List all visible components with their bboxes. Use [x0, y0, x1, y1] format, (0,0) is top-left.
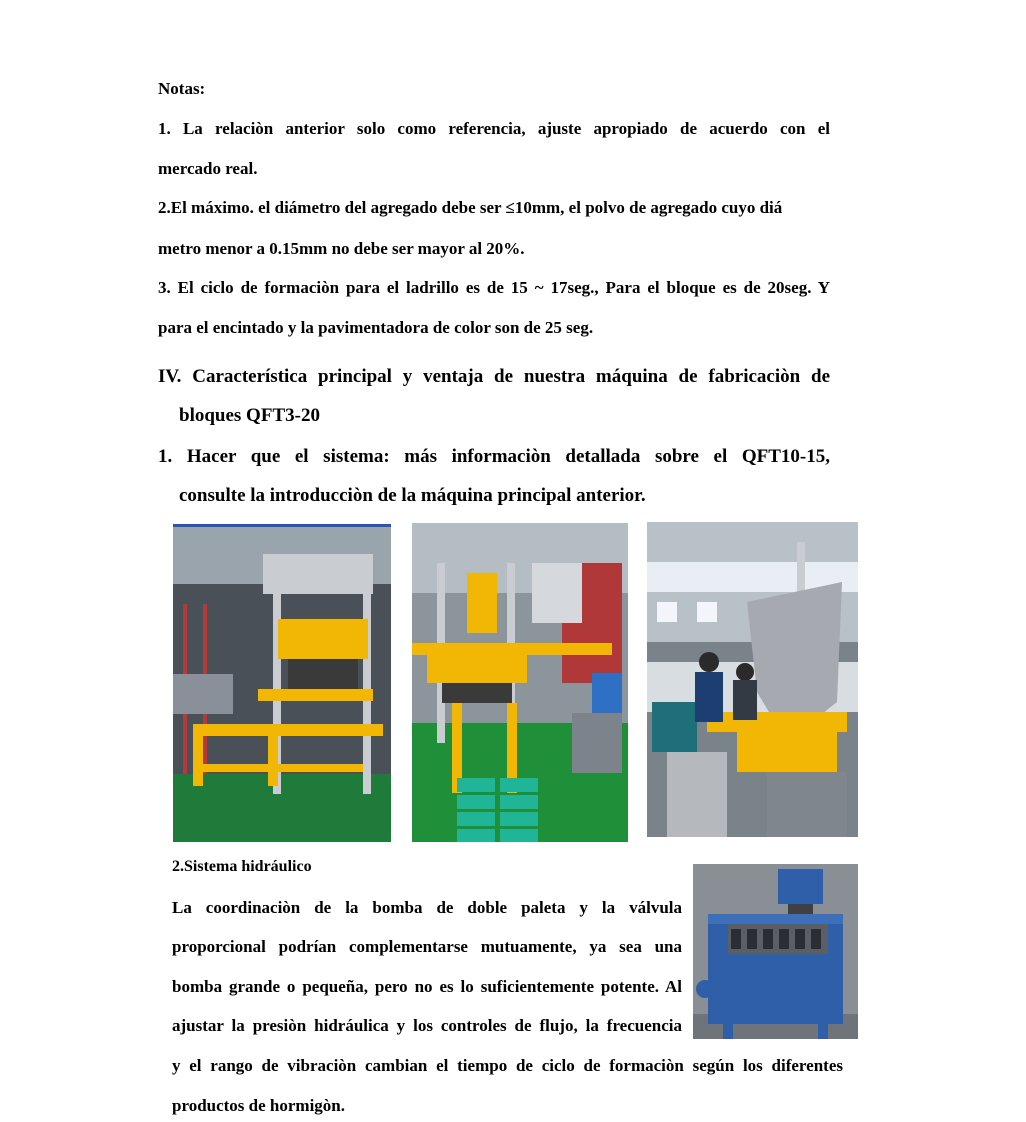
hydraulic-line-2: proporcional podrían complementarse mutuamente, ya sea una	[172, 937, 682, 956]
hydraulic-unit-photo	[693, 864, 858, 1039]
item-1-line-1: 1. Hacer que el sistema: más informaciòn detallada sobre el QFT10-15,	[158, 446, 830, 467]
note-2-line-2: metro menor a 0.15mm no debe ser mayor al 20%.	[158, 239, 525, 258]
item-1-line-2: consulte la introducciòn de la máquina principal anterior.	[179, 485, 646, 506]
note-3-line-1: 3. El ciclo de formaciòn para el ladrillo es de 15 ~ 17seg., Para el bloque es de 20seg. Y	[158, 278, 830, 297]
notes-title: Notas:	[158, 79, 206, 98]
machine-photo-blocks	[412, 523, 628, 842]
hydraulic-line-5: y el rango de vibraciòn cambian el tiempo de ciclo de formaciòn según los diferentes	[172, 1056, 843, 1075]
hydraulic-line-3: bomba grande o pequeña, pero no es lo suficientemente potente. Al	[172, 977, 682, 996]
machine-photo-front	[173, 524, 391, 842]
hydraulic-line-1: La coordinaciòn de la bomba de doble paleta y la válvula	[172, 898, 682, 917]
note-3-line-2: para el encintado y la pavimentadora de color son de 25 seg.	[158, 318, 594, 337]
hydraulic-line-4: ajustar la presiòn hidráulica y los controles de flujo, la frecuencia	[172, 1016, 682, 1035]
note-1-line-2: mercado real.	[158, 159, 258, 178]
section-heading-line-2: bloques QFT3-20	[179, 405, 320, 426]
machine-photo-workers	[647, 522, 858, 837]
section-heading-line-1: IV. Característica principal y ventaja de nuestra máquina de fabricaciòn de	[158, 366, 830, 387]
hydraulic-title: 2.Sistema hidráulico	[172, 858, 312, 875]
note-2-line-1: 2.El máximo. el diámetro del agregado debe ser ≤10mm, el polvo de agregado cuyo diá	[158, 198, 783, 217]
hydraulic-line-6: productos de hormigòn.	[172, 1096, 346, 1115]
note-1-line-1: 1. La relaciòn anterior solo como referencia, ajuste apropiado de acuerdo con el	[158, 119, 830, 138]
